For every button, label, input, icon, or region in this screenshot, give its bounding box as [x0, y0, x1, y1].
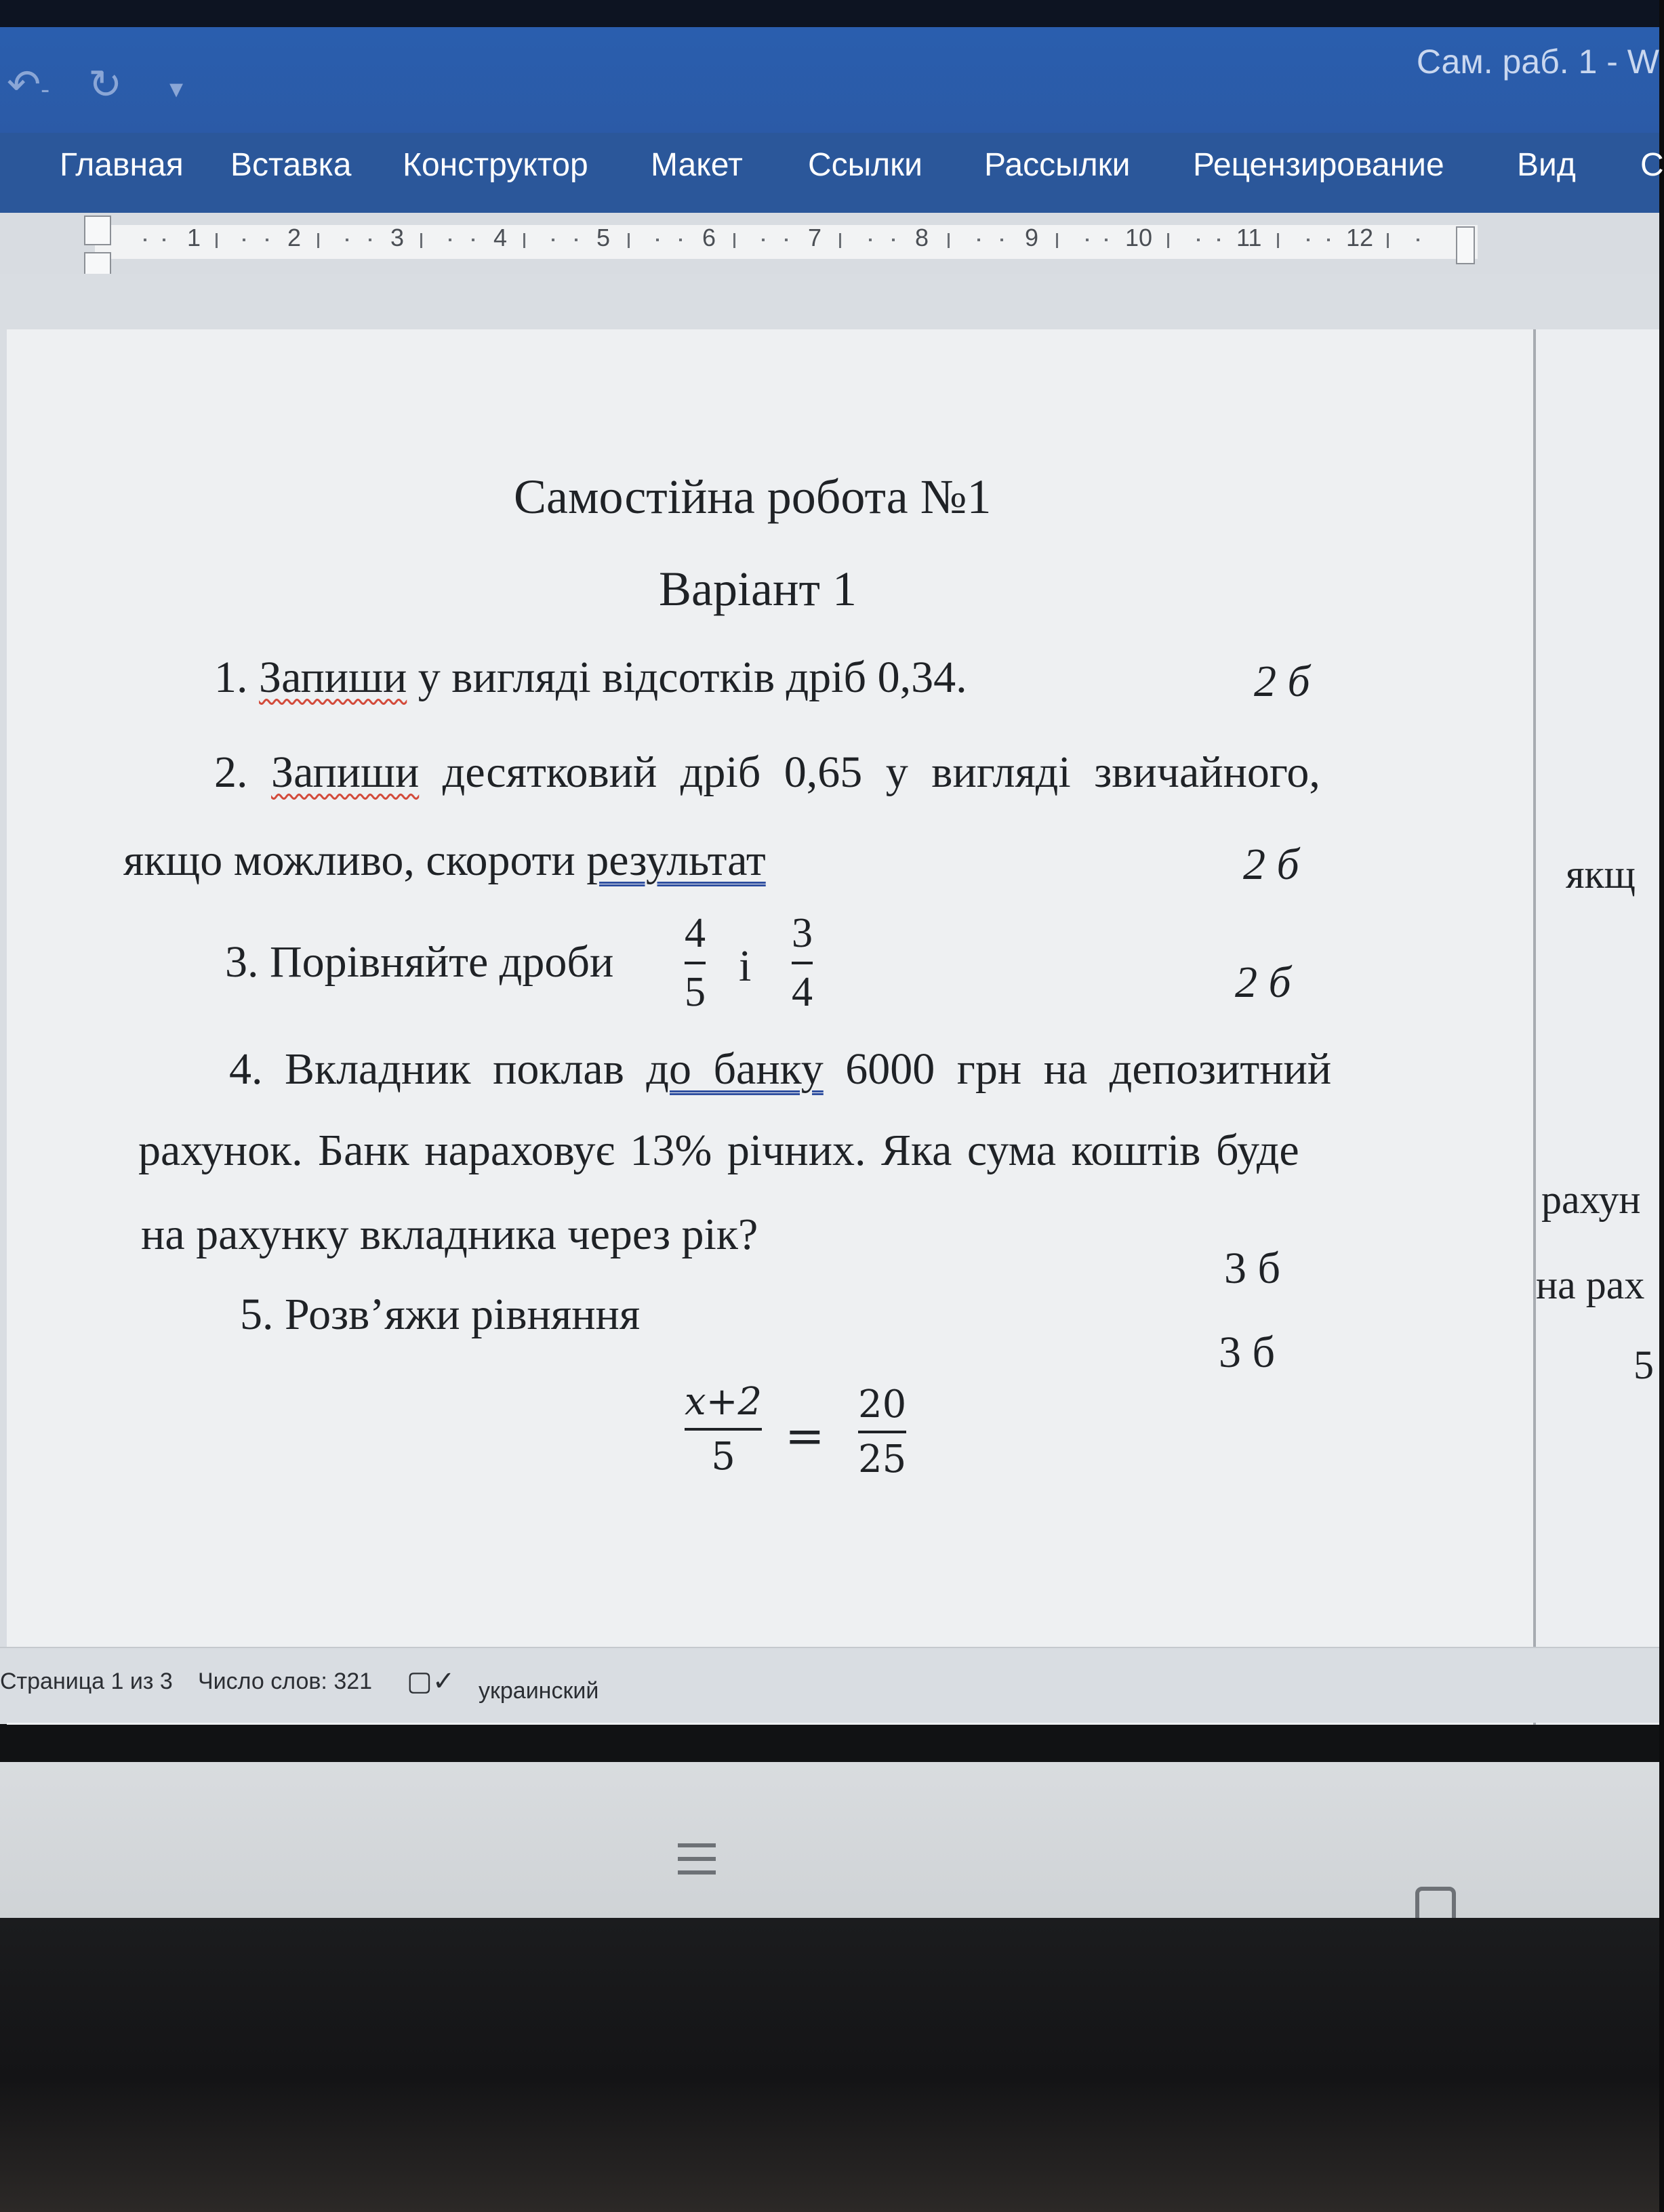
task-1-verb: Запиши — [259, 653, 407, 702]
equation-left-denominator: 5 — [711, 1435, 735, 1479]
ruler-mark: 9 — [1025, 224, 1039, 251]
ruler-mark: 8 — [915, 224, 929, 251]
task-4-line-1-suffix: 6000 грн на депозитний — [823, 1044, 1332, 1094]
ruler-tick — [1197, 239, 1200, 241]
fraction-bar — [792, 962, 813, 964]
status-language[interactable]: украинский — [479, 1678, 599, 1704]
ruler-mark: 10 — [1125, 224, 1153, 251]
task-3-text — [225, 937, 613, 988]
ruler-tick — [523, 233, 525, 248]
ruler-tick — [1105, 239, 1108, 241]
task-1-score: 2 б — [1254, 657, 1310, 706]
ruler-tick — [266, 239, 268, 241]
ruler-mark: 2 — [287, 224, 302, 251]
task-4-number: 4. — [229, 1044, 263, 1094]
ruler-tick — [163, 239, 165, 241]
tab-review[interactable]: Рецензирование — [1193, 147, 1444, 183]
task-3-fraction-b-denominator: 4 — [792, 969, 813, 1015]
ruler-mark: 3 — [390, 224, 405, 251]
task-3-fraction-a-numerator: 4 — [685, 910, 706, 956]
ruler-tick — [869, 239, 872, 241]
ruler-tick — [1167, 233, 1169, 248]
ruler-tick — [656, 239, 659, 241]
task-2-line-2 — [123, 835, 766, 886]
ruler-mark: 1 — [187, 224, 201, 251]
task-1-body: у вигляді відсотків дріб 0,34. — [407, 653, 967, 702]
task-3-number: 3. — [225, 937, 259, 987]
task-2-score: 2 б — [1243, 840, 1299, 889]
ruler-tick — [317, 233, 319, 248]
equation-right-fraction — [858, 1382, 906, 1481]
task-4-line-1 — [229, 1044, 1331, 1095]
undo-icon[interactable]: ↶ — [7, 62, 41, 107]
task-4-link: до банку — [646, 1044, 824, 1094]
equation-right-denominator: 25 — [858, 1437, 907, 1481]
page[interactable] — [7, 329, 1536, 1725]
ruler-tick — [420, 233, 422, 248]
task-3-fraction-b — [792, 909, 813, 1017]
ruler-tick — [575, 239, 577, 241]
task-4-line-1-prefix: Вкладник поклав — [285, 1044, 647, 1094]
document-title: Сам. раб. 1 - W — [1416, 43, 1659, 81]
ruler-tick — [369, 239, 371, 241]
equation-left-fraction — [685, 1380, 762, 1479]
device-bezel — [0, 1918, 1659, 2212]
task-2-line-2-prefix: якщо можливо, скороти — [123, 836, 587, 885]
task-3-fraction-a-denominator: 5 — [685, 969, 706, 1015]
task-2-verb: Запиши — [271, 747, 420, 797]
task-5-score: 3 б — [1219, 1328, 1276, 1377]
first-line-indent-marker-icon[interactable] — [84, 216, 111, 245]
ruler-tick — [1000, 239, 1003, 241]
ruler-mark: 6 — [702, 224, 716, 251]
ruler-mark: 12 — [1346, 224, 1374, 251]
ruler-tick — [1387, 233, 1389, 248]
ruler-tick — [449, 239, 451, 241]
proofing-icon[interactable]: ▢✓ — [407, 1666, 455, 1696]
ruler-tick — [892, 239, 895, 241]
tab-layout[interactable]: Макет — [651, 147, 743, 183]
ruler-tick — [1217, 239, 1220, 241]
ruler-tick — [839, 233, 841, 248]
tab-view[interactable]: Вид — [1517, 147, 1576, 183]
task-3-body: Порівняйте дроби — [270, 937, 614, 987]
tab-more[interactable]: С — [1640, 147, 1664, 183]
redo-icon[interactable]: ↻ — [88, 62, 123, 107]
chevron-down-icon[interactable]: ▾ — [169, 74, 184, 104]
ruler-tick — [472, 239, 474, 241]
tab-mailings[interactable]: Рассылки — [984, 147, 1131, 183]
task-4-line-3: на рахунку вкладника через рік? — [141, 1210, 758, 1259]
task-2-number: 2. — [214, 747, 248, 797]
task-2-line-1-body: десятковий дріб 0,65 у вигляді звичайного, — [419, 747, 1320, 797]
tab-references[interactable]: Ссылки — [808, 147, 922, 183]
task-5-text — [240, 1289, 640, 1340]
fraction-bar — [685, 1428, 762, 1431]
ruler-tick — [144, 239, 146, 241]
ruler-tick — [762, 239, 765, 241]
fraction-bar — [685, 962, 706, 964]
next-page-line-4: 5 — [1633, 1343, 1654, 1387]
ruler-mark: 5 — [596, 224, 611, 251]
next-page-line-3: на рах — [1536, 1263, 1645, 1307]
ruler-tick — [785, 239, 788, 241]
ruler-tick — [1417, 239, 1419, 241]
task-1-text — [214, 652, 967, 703]
right-indent-marker-icon[interactable] — [1456, 226, 1475, 264]
ruler-mark: 7 — [808, 224, 822, 251]
next-page-line-1: якщ — [1566, 852, 1636, 897]
task-4-line-2: рахунок. Банк нараховує 13% річних. Яка сума коштів буде — [138, 1126, 1299, 1175]
status-page[interactable]: Страница 1 из 3 — [0, 1668, 173, 1694]
ruler-tick — [552, 239, 554, 241]
ruler-tick — [977, 239, 980, 241]
menu-icon[interactable] — [678, 1841, 716, 1879]
ruler-tick — [346, 239, 348, 241]
variant-heading: Варіант 1 — [659, 562, 857, 616]
task-2-link: результат — [586, 836, 766, 885]
tab-design[interactable]: Конструктор — [403, 147, 588, 183]
equation-left-numerator: x+2 — [685, 1380, 763, 1424]
ruler-tick — [1056, 233, 1058, 248]
task-1-number: 1. — [214, 653, 248, 702]
device-nav-bar — [0, 1762, 1659, 1918]
ruler-tick — [1086, 239, 1089, 241]
document-title-heading: Самостійна робота №1 — [514, 470, 992, 524]
ruler-mark: 4 — [493, 224, 508, 251]
task-4-score: 3 б — [1224, 1244, 1281, 1293]
ruler-tick — [243, 239, 245, 241]
task-5-number: 5. — [240, 1290, 274, 1339]
undo-dropdown-icon[interactable]: - — [41, 75, 50, 104]
equation-right-numerator: 20 — [858, 1382, 907, 1427]
ruler-tick — [733, 233, 735, 248]
top-edge — [0, 0, 1659, 27]
task-3-score: 2 б — [1235, 958, 1291, 1007]
task-5-body: Розв’яжи рівняння — [285, 1290, 641, 1339]
task-3-joiner: і — [739, 941, 752, 991]
tab-insert[interactable]: Вставка — [230, 147, 352, 183]
task-3-fraction-b-numerator: 3 — [792, 910, 813, 956]
ruler-mark: 11 — [1236, 224, 1262, 251]
equation-equals: = — [785, 1408, 825, 1464]
task-2-line-1 — [214, 747, 1320, 798]
ruler-tick — [1277, 233, 1279, 248]
ruler-tick — [628, 233, 630, 248]
ruler-tick — [216, 233, 218, 248]
task-3-fraction-a — [685, 909, 706, 1017]
tab-home[interactable]: Главная — [60, 147, 184, 183]
status-word-count[interactable]: Число слов: 321 — [198, 1668, 373, 1694]
fraction-bar — [858, 1431, 906, 1433]
ruler-tick — [679, 239, 682, 241]
next-page[interactable] — [1536, 329, 1659, 1725]
ruler-track[interactable] — [95, 225, 1478, 259]
ruler-tick — [948, 233, 950, 248]
ruler-tick — [1307, 239, 1310, 241]
next-page-line-2: рахун — [1541, 1177, 1641, 1222]
ruler-tick — [1327, 239, 1330, 241]
